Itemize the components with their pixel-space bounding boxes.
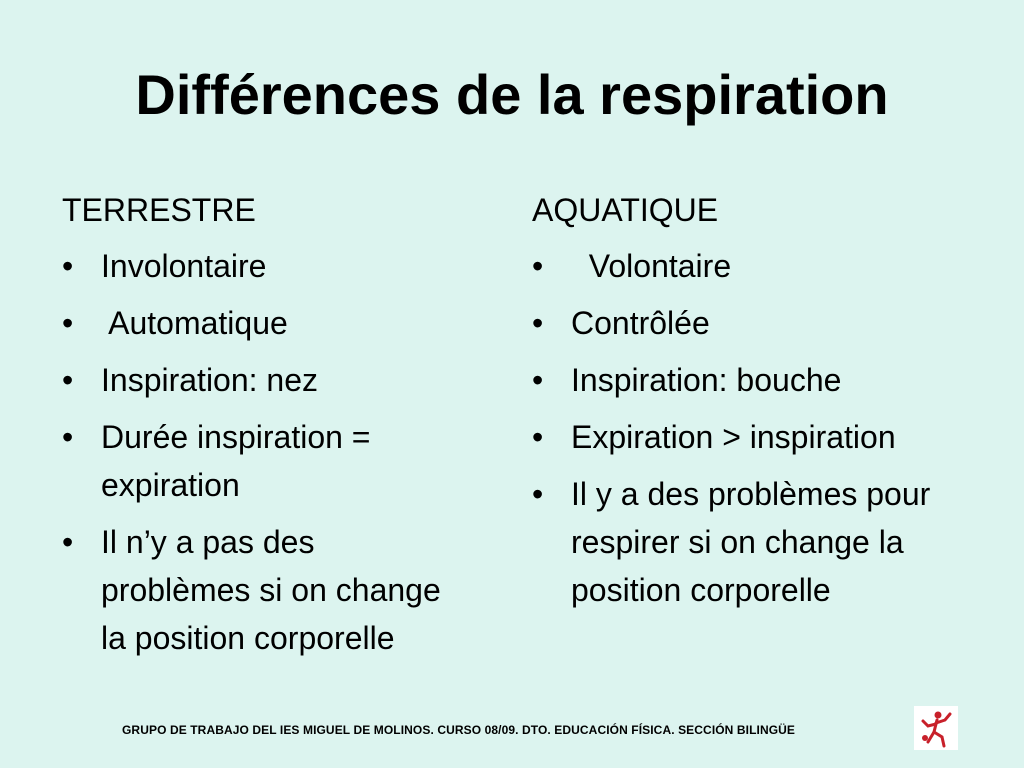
aquatique-list [532,242,962,614]
list-item: • Inspiration: bouche [532,356,962,404]
list-item: • Volontaire [532,242,962,290]
list-item: • Il n’y a pas des problèmes si on change la position corporelle [62,518,462,662]
list-item: • Automatique [62,299,462,347]
terrestre-heading: TERRESTRE [62,192,256,228]
list-item: • Contrôlée [532,299,962,347]
aquatique-column [532,186,962,623]
terrestre-list [62,242,462,662]
list-item: • Inspiration: nez [62,356,462,404]
slide-title: Différences de la respiration [135,63,889,126]
list-item: • Durée inspiration = expiration [62,413,462,509]
aquatique-heading: AQUATIQUE [532,192,719,228]
figure-logo-icon [914,706,958,750]
list-item: • Il y a des problèmes pour respirer si on change la position corporelle [532,470,962,614]
footer-credit: GRUPO DE TRABAJO DEL IES MIGUEL DE MOLINOS. CURSO 08/09. DTO. EDUCACIÓN FÍSICA. SECCIÓN BILINGÜE [122,723,796,737]
list-item: • Expiration > inspiration [532,413,962,461]
terrestre-column [62,186,462,671]
list-item: • Involontaire [62,242,462,290]
